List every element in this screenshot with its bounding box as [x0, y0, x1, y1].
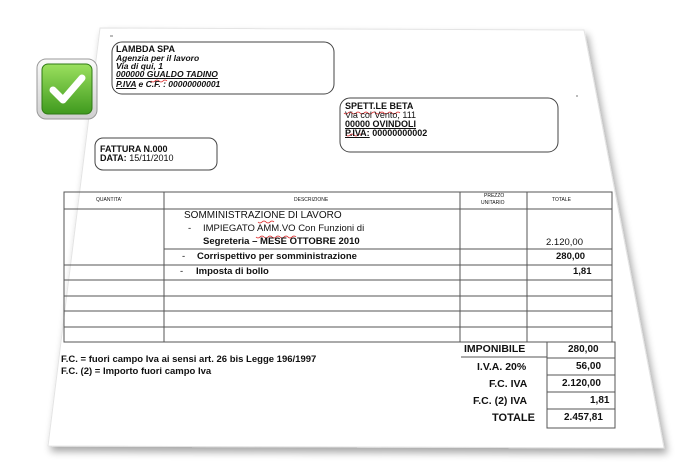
note-fc: F.C. = fuori campo Iva ai sensi art. 26 bis Legge 196/1997 [61, 354, 317, 365]
checkmark-icon [36, 58, 98, 120]
sender-subtitle: Agenzia per il lavoro [116, 53, 200, 63]
iva-value: 56,00 [576, 361, 602, 372]
line-dash-3: - [180, 266, 184, 277]
fc2-iva-label: F.C. (2) IVA [473, 395, 528, 407]
line-bollo: Imposta di bollo [196, 266, 269, 277]
recipient-vat-label: P.IVA: [345, 128, 370, 138]
header-unit-price-line2: UNITARIO [481, 200, 505, 206]
total-label: TOTALE [492, 412, 535, 424]
recipient-city: 00000 OVINDOLI [345, 119, 417, 129]
line-somministrazione: SOMMINISTRAZIONE DI LAVORO [184, 210, 342, 221]
recipient-vat [345, 128, 427, 138]
fc-iva-value: 2.120,00 [562, 378, 601, 389]
sender-vat-label: P.IVA [116, 79, 137, 89]
sender-vat-value: e C.F. : 00000000001 [136, 79, 221, 89]
note-fc2: F.C. (2) = Importo fuori campo Iva [61, 366, 212, 377]
invoice-date [100, 153, 174, 163]
sender-city: 000000 GUALDO TADINO [116, 69, 218, 79]
recipient-vat-value: 00000000002 [372, 128, 428, 138]
recipient-title: SPETT.LE BETA [345, 101, 414, 111]
sender-name: LAMBDA SPA [116, 44, 175, 54]
line-segreteria-total: 2.120,00 [546, 237, 583, 248]
header-unit-price-line1: PREZZO [484, 193, 505, 199]
iva-label: I.V.A. 20% [477, 361, 527, 373]
line-bollo-total: 1,81 [573, 266, 592, 277]
imponibile-value: 280,00 [568, 344, 599, 355]
line-corrispettivo: Corrispettivo per somministrazione [197, 251, 357, 262]
header-quantity: QUANTITA' [96, 197, 122, 203]
line-dash-1: - [188, 223, 192, 234]
line-dash-2: - [182, 251, 186, 262]
fc2-iva-value: 1,81 [590, 395, 610, 406]
invoice-date-value: 15/11/2010 [129, 153, 174, 163]
sender-address: Via di qui, 1 [116, 61, 163, 71]
total-value: 2.457,81 [564, 412, 603, 423]
invoice-number: FATTURA N.000 [100, 144, 168, 154]
fc-iva-label: F.C. IVA [489, 378, 528, 390]
sender-vat [116, 79, 220, 89]
imponibile-label: IMPONIBILE [464, 343, 526, 355]
line-corrispettivo-total: 280,00 [556, 251, 586, 262]
line-impiegato: IMPIEGATO AMM.VO Con Funzioni di [203, 223, 365, 234]
invoice-date-label: DATA: [100, 153, 127, 163]
header-total: TOTALE [552, 197, 571, 203]
line-segreteria: Segreteria – MESE OTTOBRE 2010 [203, 236, 360, 247]
header-description: DESCRIZIONE [294, 197, 329, 203]
recipient-address: Via col Vento, 111 [345, 110, 417, 120]
